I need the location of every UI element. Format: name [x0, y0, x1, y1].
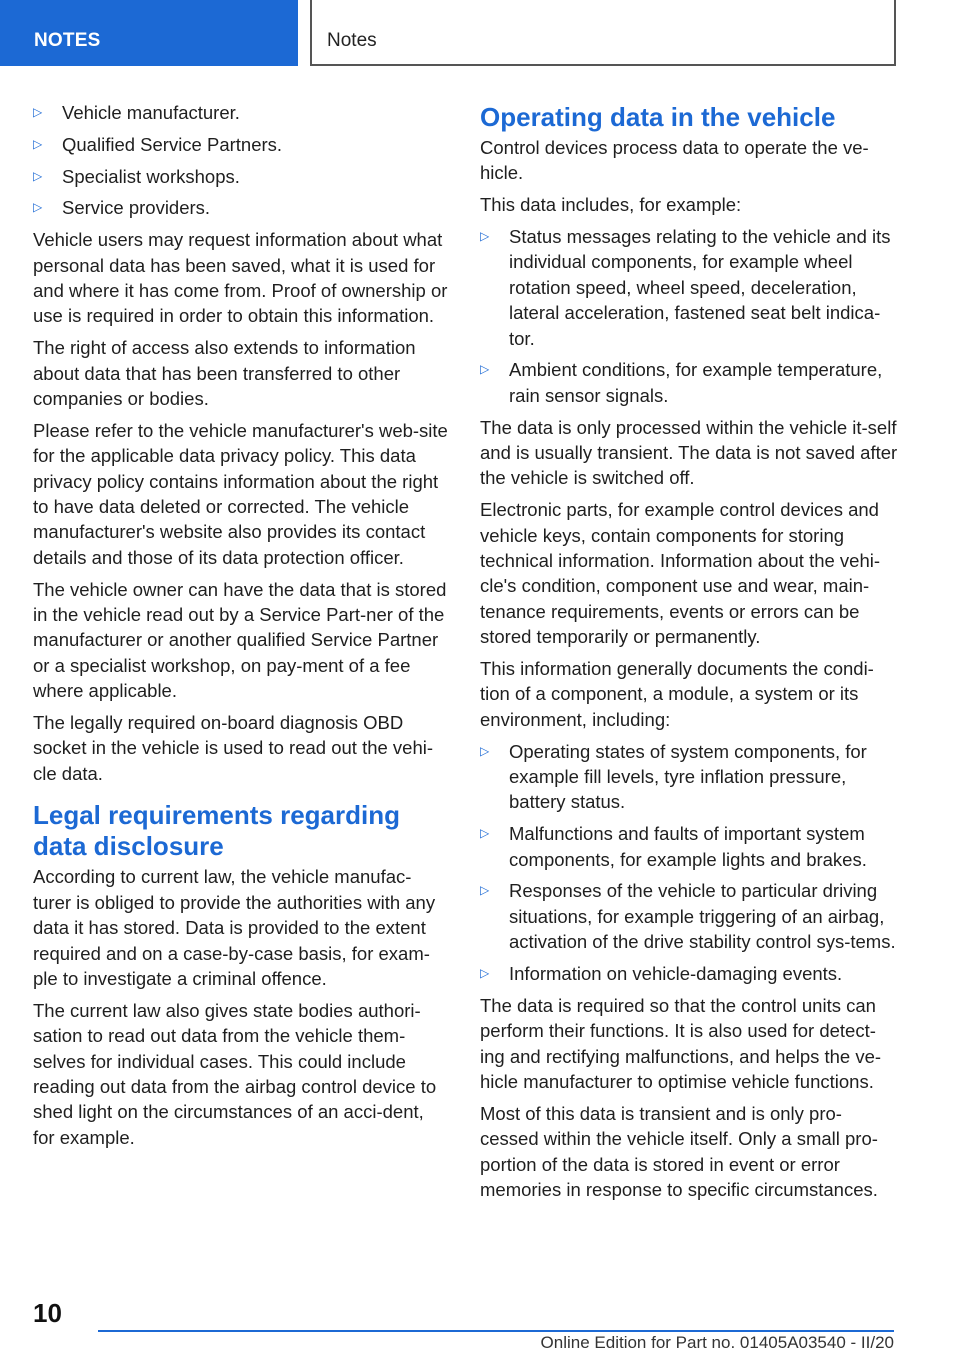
list-item: ▷ Qualified Service Partners. — [33, 132, 449, 157]
paragraph: The data is required so that the control units can perform their functions. It is also used for detect-ing and rectifying malfunctions, and helps the ve-hicle manufacturer to optimise vehicle functions. — [480, 994, 882, 1093]
paragraph: The right of access also extends to information about data that has been transferred to other companies or bodies. — [33, 337, 416, 410]
triangle-bullet-icon: ▷ — [33, 200, 43, 215]
page-number: 10 — [33, 1298, 62, 1328]
page-title: Notes — [310, 0, 896, 66]
paragraph: Most of this data is transient and is only pro-cessed within the vehicle itself. Only a small pro-portion of the data is stored in event or error memories in response to specific circumstances. — [480, 1102, 878, 1201]
paragraph: The current law also gives state bodies authori-sation to read out data from the vehicle them-selves for individual cases. This could include reading out data from the airbag control device to shed light on the circumstances of an acci-dent, for example. — [33, 999, 437, 1148]
list-item: ▷ Vehicle manufacturer. — [33, 100, 449, 125]
paragraph: This data includes, for example: — [480, 194, 742, 216]
triangle-bullet-icon: ▷ — [33, 168, 43, 183]
bullet-list — [33, 100, 449, 221]
section-tab: NOTES — [0, 0, 298, 66]
paragraph: Electronic parts, for example control devices and vehicle keys, contain components for storing technical information. Information about the vehi-cle's condition, component use and wear, main-tenance requirements, events or errors can be stored temporarily or permanently. — [480, 499, 881, 648]
edition-note: Online Edition for Part no. 01405A03540 - II/20 — [540, 1333, 894, 1352]
bullet-list — [480, 739, 898, 987]
paragraph: Please refer to the vehicle manufacturer's web-site for the applicable data privacy policy. This data privacy policy contains information about the right to have data deleted or corrected. The vehicle manufacturer's website also provides its contact details and those of its data protection officer. — [33, 419, 448, 568]
triangle-bullet-icon: ▷ — [33, 105, 43, 119]
left-column — [33, 100, 449, 1157]
triangle-bullet-icon: ▷ — [480, 883, 490, 898]
footer-divider — [98, 1330, 894, 1332]
right-column — [480, 100, 898, 1209]
list-item: ▷ Ambient conditions, for example temperature, rain sensor signals. — [480, 359, 883, 406]
paragraph: According to current law, the vehicle manufac-turer is obliged to provide the authorities with any data it has stored. Data is provided to the extent required and on a case-by-case basis, for exam-ple to investigate a criminal offence. — [33, 866, 436, 989]
triangle-bullet-icon: ▷ — [480, 826, 490, 841]
list-item: ▷ Information on vehicle-damaging events. — [480, 961, 898, 986]
list-item: ▷ Status messages relating to the vehicle and its individual components, for example wheel rotation speed, wheel speed, deceleration, lateral acceleration, fastened seat belt indica-tor. — [480, 226, 891, 349]
paragraph: The legally required on-board diagnosis OBD socket in the vehicle is used to read out the vehi-cle data. — [33, 712, 434, 784]
triangle-bullet-icon: ▷ — [480, 229, 490, 243]
paragraph: Vehicle users may request information about what personal data has been saved, what it is used for and where it has come from. Proof of ownership or use is required in order to obtain this information. — [33, 229, 448, 327]
list-item: ▷ Service providers. — [33, 195, 449, 220]
paragraph: This information generally documents the condi-tion of a component, a module, a system or its environment, including: — [480, 658, 874, 730]
section-heading: Legal requirements regarding data disclosure — [33, 800, 400, 862]
bullet-list — [480, 224, 898, 408]
page-header — [0, 0, 960, 66]
paragraph: The data is only processed within the vehicle it-self and is usually transient. The data is not saved after the vehicle is switched off. — [480, 416, 898, 489]
list-item: ▷ Responses of the vehicle to particular driving situations, for example triggering of an airbag, activation of the drive stability control sys-tems. — [480, 880, 896, 953]
paragraph: The vehicle owner can have the data that is stored in the vehicle read out by a Service Part-ner of the manufacturer or another qualified Service Partner or a specialist workshop, on pay-ment of a fee where applicable. — [33, 578, 447, 702]
triangle-bullet-icon: ▷ — [480, 743, 490, 758]
section-heading: Operating data in the vehicle — [480, 102, 836, 132]
triangle-bullet-icon: ▷ — [480, 362, 490, 377]
list-item: ▷ Malfunctions and faults of important system components, for example lights and brakes. — [480, 823, 867, 870]
triangle-bullet-icon: ▷ — [33, 136, 43, 151]
paragraph: Control devices process data to operate the ve-hicle. — [480, 137, 869, 184]
triangle-bullet-icon: ▷ — [480, 966, 490, 981]
list-item: ▷ Operating states of system components, for example fill levels, tyre inflation pressure, battery status. — [480, 740, 867, 813]
list-item: ▷ Specialist workshops. — [33, 164, 449, 189]
